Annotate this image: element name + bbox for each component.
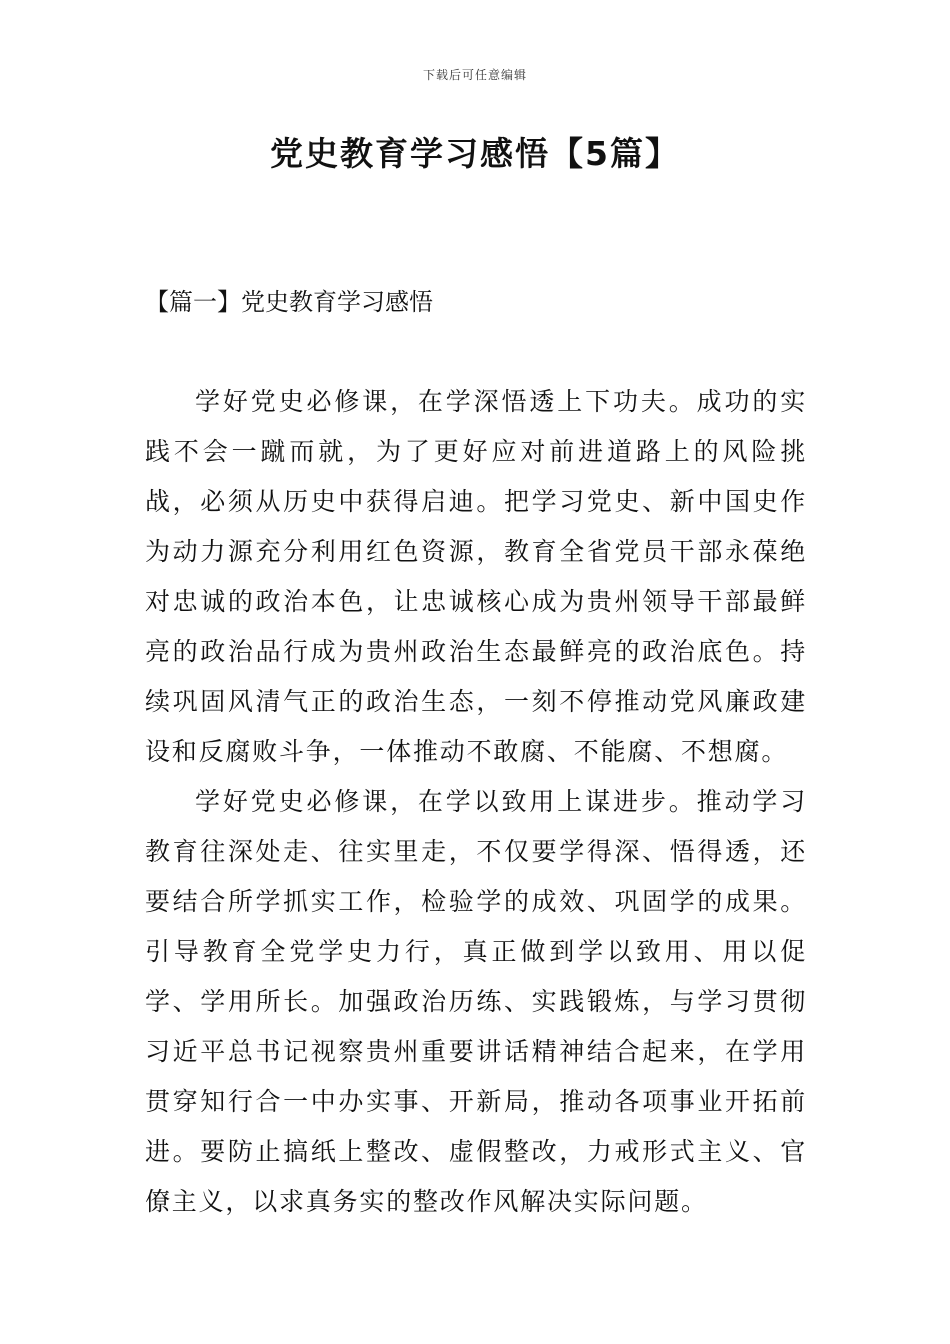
paragraph: 学好党史必修课，在学以致用上谋进步。推动学习教育往深处走、往实里走，不仅要学得深、悟得透，还要结合所学抓实工作，检验学的成效、巩固学的成果。引导教育全党学史力行，真正做到学以致用、用以促学、学用所长。加强政治历练、实践锻炼，与学习贯彻习近平总书记视察贵州重要讲话精神结合起来，在学用贯穿知行合一中办实事、开新局，推动各项事业开拓前进。要防止搞纸上整改、虚假整改，力戒形式主义、官僚主义，以求真务实的整改作风解决实际问题。 <box>145 787 807 1216</box>
document-title: 党史教育学习感悟【5篇】 <box>270 134 680 173</box>
section-body <box>145 377 807 1227</box>
page-header-note: 下载后可任意编辑 <box>422 68 527 82</box>
paragraph: 学好党史必修课，在学深悟透上下功夫。成功的实践不会一蹴而就，为了更好应对前进道路上的风险挑战，必须从历史中获得启迪。把学习党史、新中国史作为动力源充分利用红色资源，教育全省党员干部永葆绝对忠诚的政治本色，让忠诚核心成为贵州领导干部最鲜亮的政治品行成为贵州政治生态最鲜亮的政治底色。持续巩固风清气正的政治生态，一刻不停推动党风廉政建设和反腐败斗争，一体推动不敢腐、不能腐、不想腐。 <box>145 387 807 766</box>
section-heading: 【篇一】党史教育学习感悟 <box>145 288 433 316</box>
